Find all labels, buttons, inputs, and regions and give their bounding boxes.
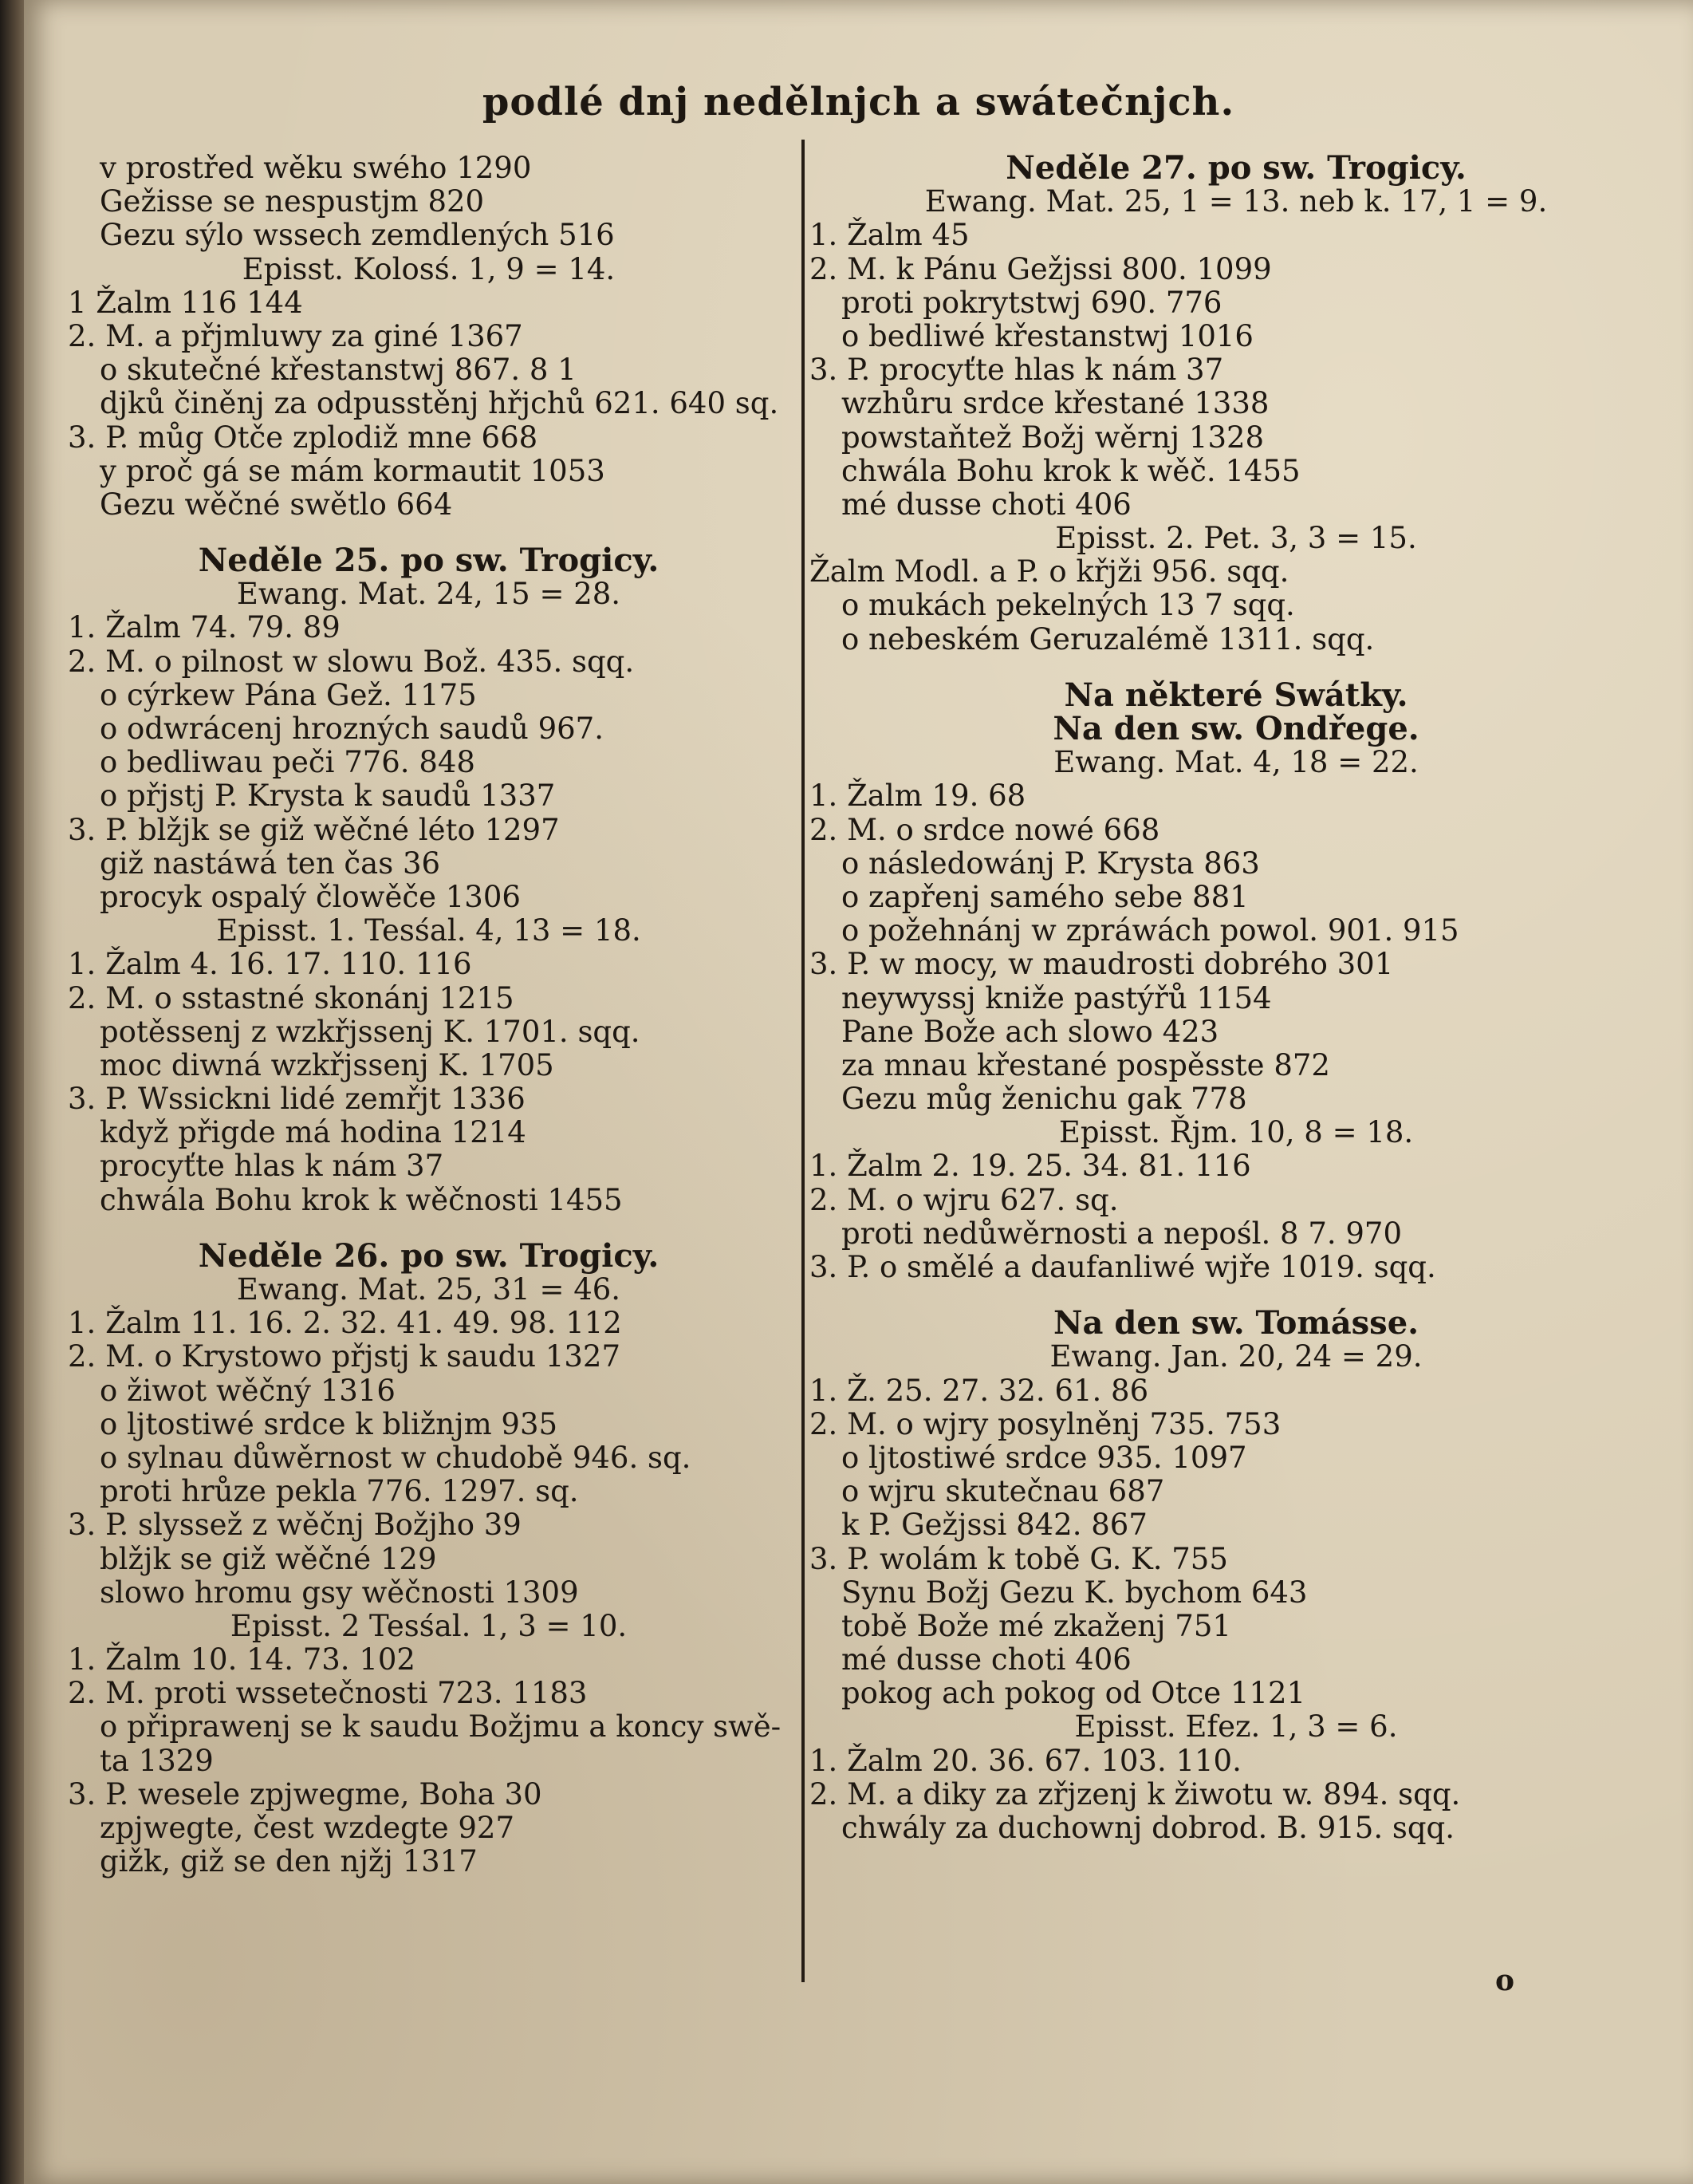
text-line: procyk ospalý člowěče 1306	[100, 879, 521, 914]
text-line: o bedliwau peči 776. 848	[100, 745, 475, 780]
reading-reference: Episst. 1. Tesśal. 4, 13 = 18.	[216, 913, 641, 948]
text-line: o následowánj P. Krysta 863	[841, 846, 1260, 881]
section-heading: Na některé Swátky.	[1064, 676, 1408, 714]
reading-reference: Ewang. Mat. 25, 1 = 13. neb k. 17, 1 = 9.	[924, 184, 1548, 219]
right-column	[809, 149, 1663, 1845]
text-line: giž nastáwá ten čas 36	[100, 846, 441, 881]
text-line: 3. P. wolám k tobě G. K. 755	[809, 1541, 1228, 1576]
text-line: 3. P. slyssež z wěčnj Božjho 39	[68, 1508, 522, 1543]
text-line: moc diwná wzkřjssenj K. 1705	[100, 1047, 554, 1082]
text-line: 1. Žalm 11. 16. 2. 32. 41. 49. 98. 112	[68, 1306, 622, 1341]
text-line: Gezu wěčné swětlo 664	[100, 487, 453, 522]
text-line: powstaňtež Božj wěrnj 1328	[841, 420, 1265, 455]
text-line: 1. Žalm 4. 16. 17. 110. 116	[68, 947, 472, 982]
text-line: 2. M. k Pánu Gežjssi 800. 1099	[809, 251, 1272, 286]
text-line: chwály za duchownj dobrod. B. 915. sqq.	[841, 1811, 1455, 1845]
text-line: mé dusse choti 406	[841, 487, 1132, 522]
text-line: proti nedůwěrnosti a nepośl. 8 7. 970	[841, 1216, 1402, 1251]
book-page	[24, 0, 1693, 2184]
text-line: Gežisse se nespustjm 820	[100, 184, 485, 219]
text-line: proti hrůze pekla 776. 1297. sq.	[100, 1474, 579, 1509]
section-heading: Na den sw. Ondřege.	[1053, 710, 1419, 747]
text-line: 2. M. a diky za zřjzenj k žiwotu w. 894. sqq.	[809, 1776, 1461, 1811]
text-line: 3. P. blžjk se giž wěčné léto 1297	[68, 812, 560, 847]
text-line: o ljtostiwé srdce 935. 1097	[841, 1440, 1247, 1475]
text-line: 1. Žalm 45	[809, 218, 970, 253]
reading-reference: Ewang. Mat. 25, 31 = 46.	[236, 1272, 621, 1307]
text-line: o žiwot wěčný 1316	[100, 1373, 396, 1408]
text-line: 3. P. o smělé a daufanliwé wjře 1019. sqq.	[809, 1250, 1436, 1284]
section-heading: Neděle 25. po sw. Trogicy.	[198, 542, 659, 580]
text-line: o připrawenj se k saudu Božjmu a koncy swě-	[100, 1709, 782, 1744]
text-line: 1. Ž. 25. 27. 32. 61. 86	[809, 1373, 1149, 1408]
text-line: 3. P. můg Otče zplodiž mne 668	[68, 420, 538, 455]
reading-reference: Ewang. Mat. 4, 18 = 22.	[1053, 745, 1419, 780]
text-line: o ljtostiwé srdce k bližnjm 935	[100, 1406, 558, 1441]
text-line: 1. Žalm 19. 68	[809, 779, 1026, 814]
reading-reference: Episst. Kolosś. 1, 9 = 14.	[242, 251, 616, 286]
text-line: gižk, giž se den njžj 1317	[100, 1844, 478, 1879]
reading-reference: Ewang. Mat. 24, 15 = 28.	[236, 577, 621, 612]
text-line: v prostřed wěku swého 1290	[100, 151, 532, 185]
text-line: chwála Bohu krok k wěč. 1455	[841, 453, 1301, 488]
text-line: tobě Bože mé zkaženj 751	[841, 1608, 1231, 1643]
reading-reference: Episst. Řjm. 10, 8 = 18.	[1058, 1115, 1414, 1150]
section-heading: Neděle 26. po sw. Trogicy.	[198, 1236, 659, 1275]
text-line: když přigde má hodina 1214	[100, 1115, 526, 1150]
text-line: zpjwegte, čest wzdegte 927	[100, 1811, 515, 1845]
text-line: k P. Gežjssi 842. 867	[841, 1508, 1148, 1543]
text-line: o požehnánj w zpráwách powol. 901. 915	[841, 913, 1459, 948]
reading-reference: Episst. 2 Tesśal. 1, 3 = 10.	[230, 1608, 628, 1643]
text-line: procyťte hlas k nám 37	[100, 1149, 444, 1184]
text-line: 3. P. w mocy, w maudrosti dobrého 301	[809, 947, 1394, 982]
left-column	[68, 152, 789, 1878]
text-line: 3. P. Wssickni lidé zemřjt 1336	[68, 1082, 526, 1117]
text-line: Pane Bože ach slowo 423	[841, 1014, 1219, 1049]
page-mark: o	[1495, 1964, 1515, 1997]
text-line: 2. M. a přjmluwy za giné 1367	[68, 318, 523, 353]
text-line: mé dusse choti 406	[841, 1642, 1132, 1677]
text-line: za mnau křestané pospěsste 872	[841, 1047, 1330, 1082]
text-line: Gezu sýlo wssech zemdlených 516	[100, 218, 615, 253]
text-line: proti pokrytstwj 690. 776	[841, 285, 1223, 320]
text-line: 2. M. o Krystowo přjstj k saudu 1327	[68, 1339, 621, 1374]
text-line: o skutečné křestanstwj 867. 8 1	[100, 353, 577, 388]
text-line: 3. P. wesele zpjwegme, Boha 30	[68, 1776, 542, 1811]
text-line: blžjk se giž wěčné 129	[100, 1541, 437, 1576]
reading-reference: Episst. Efez. 1, 3 = 6.	[1074, 1709, 1398, 1744]
text-line: o sylnau důwěrnost w chudobě 946. sq.	[100, 1440, 691, 1475]
text-line: o wjru skutečnau 687	[841, 1474, 1165, 1509]
text-line: 2. M. o sstastné skonánj 1215	[68, 980, 514, 1015]
text-line: Gezu můg ženichu gak 778	[841, 1082, 1247, 1117]
text-line: wzhůru srdce křestané 1338	[841, 386, 1270, 421]
column-divider	[801, 140, 805, 1982]
text-line: pokog ach pokog od Otce 1121	[841, 1676, 1306, 1711]
text-line: 2. M. o pilnost w slowu Bož. 435. sqq.	[68, 644, 635, 679]
text-line: 2. M. o wjry posylněnj 735. 753	[809, 1406, 1282, 1441]
reading-reference: Episst. 2. Pet. 3, 3 = 15.	[1055, 521, 1417, 556]
section-heading: Neděle 27. po sw. Trogicy.	[1006, 149, 1467, 187]
text-line: 1. Žalm 2. 19. 25. 34. 81. 116	[809, 1149, 1251, 1184]
reading-reference: Ewang. Jan. 20, 24 = 29.	[1049, 1339, 1423, 1374]
text-line: o bedliwé křestanstwj 1016	[841, 318, 1254, 353]
text-line: chwála Bohu krok k wěčnosti 1455	[100, 1182, 623, 1217]
text-line: 3. P. procyťte hlas k nám 37	[809, 353, 1224, 388]
text-line: y proč gá se mám kormautit 1053	[100, 453, 605, 488]
text-line: neywyssj kniže pastýřů 1154	[841, 980, 1272, 1015]
text-line: o mukách pekelných 13 7 sqq.	[841, 588, 1295, 623]
text-line: potěssenj z wzkřjssenj K. 1701. sqq.	[100, 1014, 640, 1049]
page-header: podlé dnj nedělnjch a swátečnjch.	[482, 80, 1235, 124]
section-heading: Na den sw. Tomásse.	[1053, 1304, 1419, 1342]
text-line: o odwrácenj hrozných saudů 967.	[100, 712, 604, 746]
text-line: ta 1329	[100, 1743, 214, 1778]
text-line: o nebeském Geruzalémě 1311. sqq.	[841, 621, 1375, 656]
text-line: o cýrkew Pána Gež. 1175	[100, 677, 477, 712]
text-line: 1. Žalm 74. 79. 89	[68, 610, 341, 645]
text-line: slowo hromu gsy wěčnosti 1309	[100, 1575, 579, 1610]
text-line: o zapřenj samého sebe 881	[841, 879, 1249, 914]
text-line: djků činěnj za odpusstěnj hřjchů 621. 640 sq.	[100, 386, 779, 421]
text-line: 1. Žalm 10. 14. 73. 102	[68, 1642, 415, 1677]
text-line: 1 Žalm 116 144	[68, 285, 303, 320]
text-line: Žalm Modl. a P. o křjži 956. sqq.	[809, 554, 1289, 589]
text-line: 2. M. o srdce nowé 668	[809, 812, 1160, 847]
text-line: 2. M. proti wssetečnosti 723. 1183	[68, 1676, 588, 1711]
text-line: 2. M. o wjru 627. sq.	[809, 1182, 1119, 1217]
text-line: Synu Božj Gezu K. bychom 643	[841, 1575, 1308, 1610]
text-line: o přjstj P. Krysta k saudů 1337	[100, 779, 556, 814]
text-line: 1. Žalm 20. 36. 67. 103. 110.	[809, 1743, 1242, 1778]
